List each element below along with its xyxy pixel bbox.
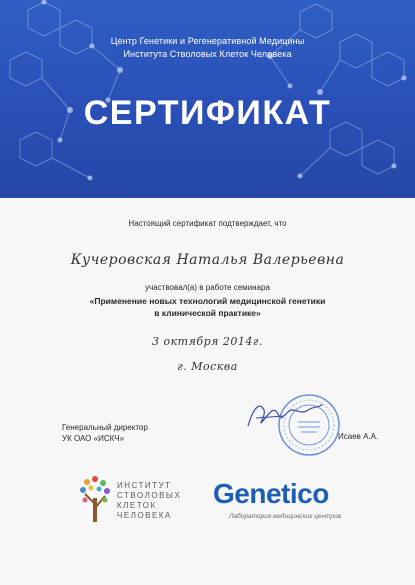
institute-text-line-2: СТВОЛОВЫХ [117, 491, 182, 500]
seminar-title-line-2: в клинической практике» [154, 308, 261, 318]
participation-text: участвовал(а) в работе семинара [145, 283, 270, 292]
director-title-line-1: Генеральный директор [62, 423, 148, 432]
org-name-line-1: Центр Генетики и Регенеративной Медицины [110, 36, 305, 46]
genetico-tagline: Лаборатория медицинских центров [229, 513, 342, 520]
seminar-title-line-1: «Применение новых технологий медицинской генетики [89, 296, 326, 306]
genetico-logo: Genetico [213, 478, 329, 509]
certificate-header [0, 0, 415, 198]
recipient-name: Кучеровская Наталья Валерьевна [70, 252, 345, 268]
certificate-title: СЕРТИФИКАТ [83, 94, 332, 132]
org-name-line-2: Института Стволовых Клеток Человека [123, 49, 292, 59]
institute-logo-text [117, 481, 181, 521]
director-title [62, 422, 148, 444]
director-title-line-2: УК ОАО «ИСКЧ» [62, 434, 125, 443]
institute-text-line-4: ЧЕЛОВЕКА [117, 511, 172, 520]
institute-tree-logo-icon [77, 474, 113, 524]
seminar-city: г. Москва [177, 360, 238, 373]
official-stamp-icon [276, 392, 342, 458]
institute-text-line-3: КЛЕТОК [117, 501, 157, 510]
institute-text-line-1: ИНСТИТУТ [117, 481, 172, 490]
confirmation-text: Настоящий сертификат подтверждает, что [128, 219, 287, 228]
seminar-date: 3 октября 2014г. [152, 335, 263, 348]
signer-name: Исаев А.А. [338, 432, 379, 441]
